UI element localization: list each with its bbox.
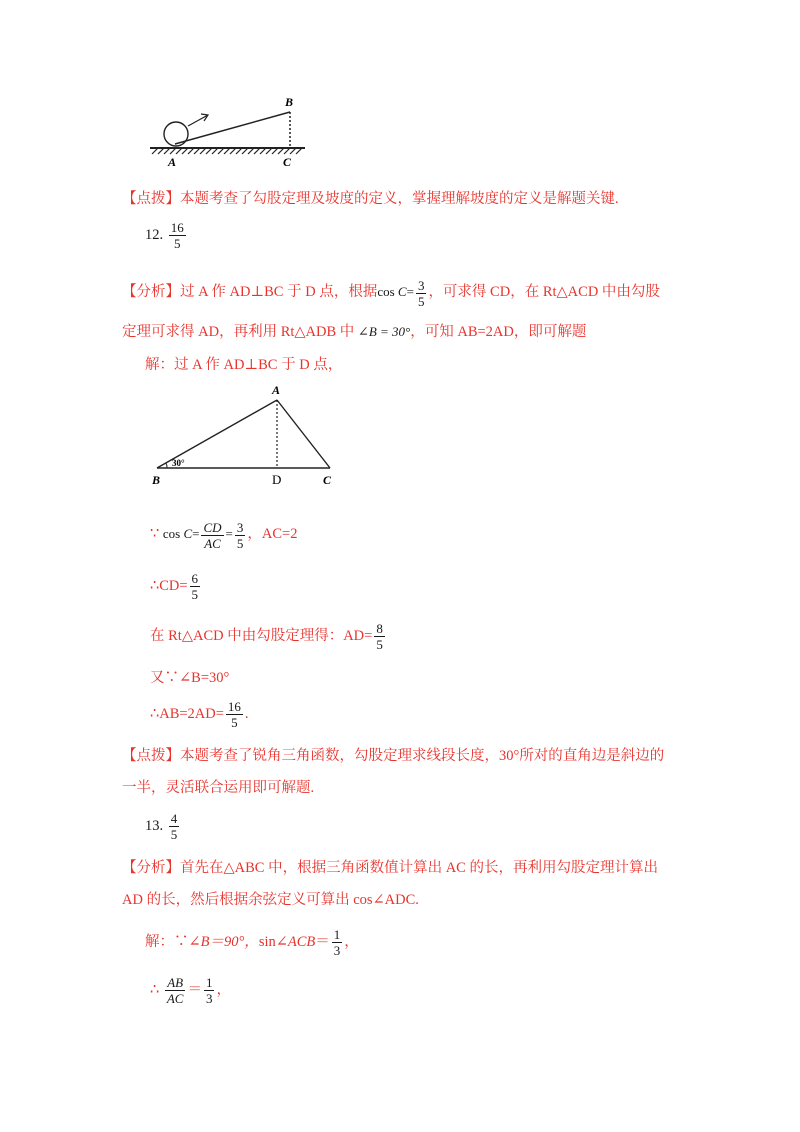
side-ac (277, 400, 330, 468)
fig1-label-a: A (168, 155, 177, 169)
ab-ac-fraction: $\frac{AB}{AC}$ (166, 975, 184, 1007)
tip-prefix: 【点拨】 (122, 191, 180, 207)
cos-expression: cos C= $\frac{3}{5}$ (377, 277, 425, 309)
q13-answer (145, 808, 181, 844)
analysis-prefix: 【分析】 (122, 284, 180, 300)
analysis-text-a: 过 A 作 AD⊥BC 于 D 点，根据 (180, 284, 378, 300)
analysis-text-d: ，可知 AB=2AD，即可解题 (410, 324, 587, 340)
q12-step4: 又∵∠B=30° (150, 670, 230, 686)
triangle-figure (145, 380, 345, 492)
angle-label: 30° (172, 458, 185, 468)
fig1-label-c: C (283, 155, 292, 169)
q12-step3: 在 Rt△ACD 中由勾股定理得：AD= $\frac{8}{5}$ (150, 621, 383, 653)
ball (164, 122, 188, 146)
ratio-value-fraction: $\frac{1}{3}$ (205, 975, 213, 1007)
vertex-b: B (152, 473, 161, 487)
q12-step5: ∴AB=2AD= $\frac{16}{5}$ . (150, 699, 249, 731)
angle-b-expr: ∠B = 30° (357, 324, 411, 339)
tip-text: 本题考查了勾股定理及坡度的定义，掌握理解坡度的定义是解题关键. (180, 191, 619, 207)
q12-analysis-line1 (122, 275, 660, 309)
question-number: 13. (145, 818, 164, 834)
vertex-a: A (272, 383, 281, 397)
q13-solution: 解：∵∠B＝90°，sin∠ACB＝ $\frac{1}{3}$ ， (145, 927, 359, 959)
answer-fraction: $\frac{4}{5}$ (170, 811, 178, 843)
q11-tip (122, 189, 619, 209)
answer-fraction: $\frac{16}{5}$ (170, 220, 184, 252)
fig1-label-b: B (285, 95, 294, 109)
q12-solution-intro: 解：过 A 作 AD⊥BC 于 D 点， (145, 357, 343, 373)
q12-analysis-line2 (122, 322, 586, 342)
sin-fraction: $\frac{1}{3}$ (333, 927, 341, 959)
ad-fraction: $\frac{8}{5}$ (376, 621, 383, 653)
q13-ratio: ∴ $\frac{AB}{AC}$ ＝ $\frac{1}{3}$ ， (150, 975, 231, 1007)
q12-answer (145, 218, 188, 252)
q12-step2: ∴CD= $\frac{6}{5}$ (150, 571, 199, 603)
q13-analysis-line2: AD 的长，然后根据余弦定义可算出 cos∠ADC. (122, 892, 419, 908)
q13-analysis-line1: 【分析】首先在△ABC 中，根据三角函数值计算出 AC 的长，再利用勾股定理计算出 (122, 860, 658, 876)
cos-ratio-expr: cos C= $\frac{CD}{AC}$ = $\frac{3}{5}$ (162, 519, 244, 551)
analysis-text-b: ，可求得 CD，在 Rt△ACD 中由勾股 (428, 284, 660, 300)
slope-figure (140, 92, 310, 172)
ab-fraction: $\frac{16}{5}$ (227, 699, 241, 731)
q12-tip-line1: 【点拨】本题考查了锐角三角函数，勾股定理求线段长度，30°所对的直角边是斜边的 (122, 748, 665, 764)
arrow-icon (188, 114, 208, 126)
slope-line (175, 112, 290, 144)
cd-fraction: $\frac{6}{5}$ (191, 571, 199, 603)
vertex-c: C (323, 473, 332, 487)
angle-arc (166, 463, 167, 468)
question-number: 12. (145, 227, 164, 243)
analysis-text-c: 定理可求得 AD，再利用 Rt△ADB 中 (122, 324, 355, 340)
point-d: D (272, 472, 282, 487)
q12-step1: ∵ cos C= $\frac{CD}{AC}$ = $\frac{3}{5}$ ，AC=2 (150, 519, 298, 551)
q12-tip-line2: 一半，灵活联合运用即可解题. (122, 780, 315, 796)
